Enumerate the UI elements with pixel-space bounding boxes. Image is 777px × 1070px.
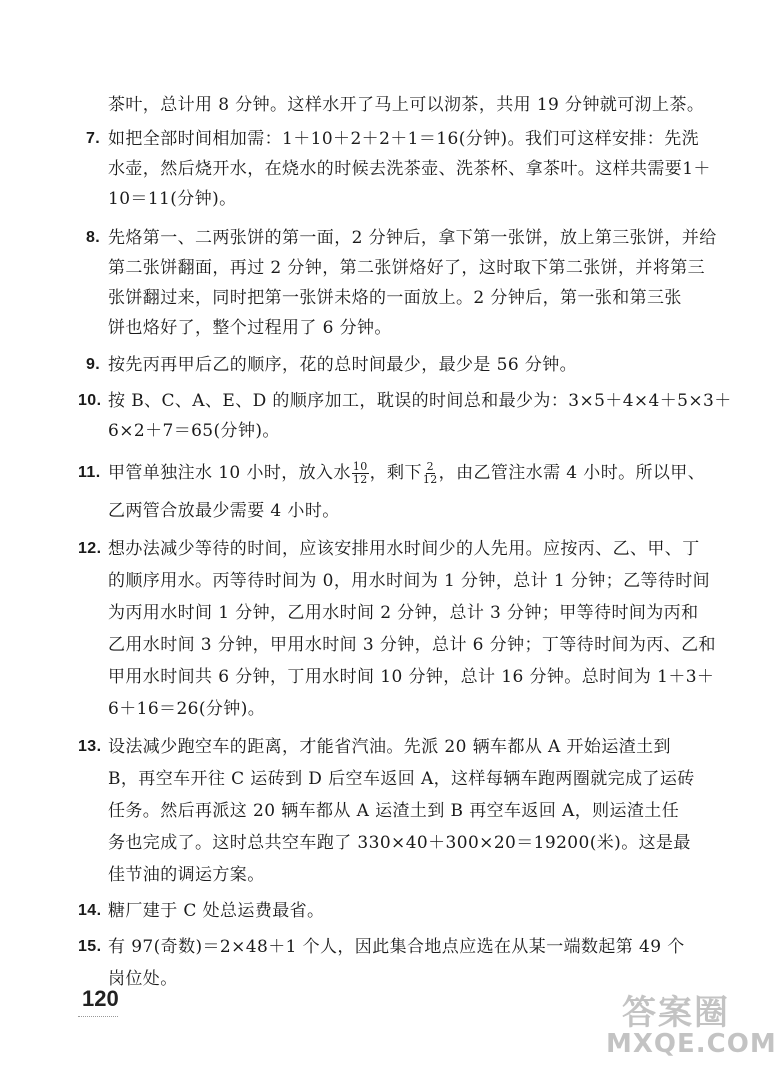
- fraction: [423, 461, 438, 486]
- line-text: 水壶，然后烧开水，在烧水的时候去洗茶壶、洗茶杯、拿茶叶。这样共需要1＋: [108, 159, 711, 179]
- line-text: 的顺序用水。丙等待时间为 0，用水时间为 1 分钟，总计 1 分钟；乙等待时间: [108, 571, 711, 591]
- line-text: 佳节油的调运方案。: [108, 865, 265, 885]
- item-14: [78, 900, 678, 922]
- line-text: 6＋16＝26(分钟)。: [108, 699, 266, 719]
- page-number-decoration: [78, 1010, 118, 1017]
- line-text: 有 97(奇数)＝2×48＋1 个人，因此集合地点应选在从某一端数起第 49 个: [108, 937, 685, 957]
- item-number: 10.: [78, 392, 102, 409]
- answer-list: [78, 94, 732, 990]
- line-text: 先烙第一、二两张饼的第一面，2 分钟后，拿下第一张饼，放上第三张饼，并给: [108, 228, 717, 248]
- item-9: [86, 354, 678, 376]
- fraction: [352, 461, 369, 486]
- item-13: [78, 736, 695, 886]
- line-text: B，再空车开往 C 运砖到 D 后空车返回 A，这样每辆车跑两圈就完成了运砖: [108, 769, 695, 789]
- item-number: 13.: [78, 738, 102, 755]
- item-number: 12.: [78, 540, 102, 557]
- item-number: 11.: [78, 464, 101, 481]
- line-text: 岗位处。: [108, 969, 178, 989]
- fraction-numerator: 2: [426, 460, 434, 473]
- page-number: 120: [82, 986, 119, 1011]
- line-text: 糖厂建于 C 处总运费最省。: [108, 901, 325, 921]
- item-number: 14.: [78, 902, 102, 919]
- line-text: 务也完成了。这时总共空车跑了 330×40＋300×20＝19200(米)。这是最: [108, 833, 691, 853]
- item-number: 8.: [86, 229, 101, 246]
- line-text: 按 B、C、A、E、D 的顺序加工，耽误的时间总和最少为：3×5＋4×4＋5×3＋: [108, 391, 732, 411]
- line-text: 第二张饼翻面，再过 2 分钟，第二张饼烙好了，这时取下第二张饼，并将第三: [108, 258, 706, 278]
- line-text: 如把全部时间相加需：1＋10＋2＋2＋1＝16(分钟)。我们可这样安排：先洗: [108, 129, 699, 149]
- item-8: [86, 227, 717, 339]
- watermark-site: MXQE.COM: [606, 1029, 777, 1059]
- item-6-tail: [108, 94, 705, 116]
- item-15: [78, 936, 685, 990]
- item-10: [78, 390, 732, 442]
- watermark: [606, 985, 777, 1063]
- item-number: 7.: [86, 130, 101, 147]
- line-text: 茶叶，总计用 8 分钟。这样水开了马上可以沏茶，共用 19 分钟就可沏上茶。: [108, 95, 705, 115]
- line-text: 张饼翻过来，同时把第一张饼未烙的一面放上。2 分钟后，第一张和第三张: [108, 288, 682, 308]
- fraction-denominator: 12: [422, 473, 438, 486]
- line-text: 饼也烙好了，整个过程用了 6 分钟。: [108, 318, 392, 338]
- item-number: 9.: [86, 356, 101, 373]
- line-text: 设法减少跑空车的距离，才能省汽油。先派 20 辆车都从 A 开始运渣土到: [108, 737, 671, 757]
- line-text: 甲用水时间共 6 分钟，丁用水时间 10 分钟，总计 16 分钟。总时间为 1＋3＋: [108, 667, 715, 687]
- line-text: 任务。然后再派这 20 辆车都从 A 运渣土到 B 再空车返回 A，则运渣土任: [108, 801, 680, 821]
- fraction-numerator: 10: [352, 460, 368, 473]
- item-12: [78, 538, 716, 720]
- line-text: 甲管单独注水 10 小时，放入水: [108, 463, 351, 483]
- line-text: ，由乙管注水需 4 小时。所以甲、: [438, 463, 706, 483]
- watermark-logo: 答案圈: [622, 993, 730, 1033]
- item-number: 15.: [78, 938, 102, 955]
- fraction-denominator: 12: [352, 473, 368, 486]
- line-text: 为丙用水时间 1 分钟，乙用水时间 2 分钟，总计 3 分钟；甲等待时间为丙和: [108, 603, 699, 623]
- line-text: 想办法减少等待的时间，应该安排用水时间少的人先用。应按丙、乙、甲、丁: [108, 539, 700, 559]
- line-text: ，剩下: [369, 463, 422, 483]
- line-text: 乙两管合放最少需要 4 小时。: [108, 501, 340, 521]
- item-11: [78, 460, 706, 522]
- line-text: 按先丙再甲后乙的顺序，花的总时间最少，最少是 56 分钟。: [108, 355, 578, 375]
- line-text: 10＝11(分钟)。: [108, 189, 237, 209]
- line-text: 乙用水时间 3 分钟，甲用水时间 3 分钟，总计 6 分钟；丁等待时间为丙、乙和: [108, 635, 716, 655]
- line-text: 6×2＋7＝65(分钟)。: [108, 421, 280, 441]
- item-7: [86, 128, 711, 210]
